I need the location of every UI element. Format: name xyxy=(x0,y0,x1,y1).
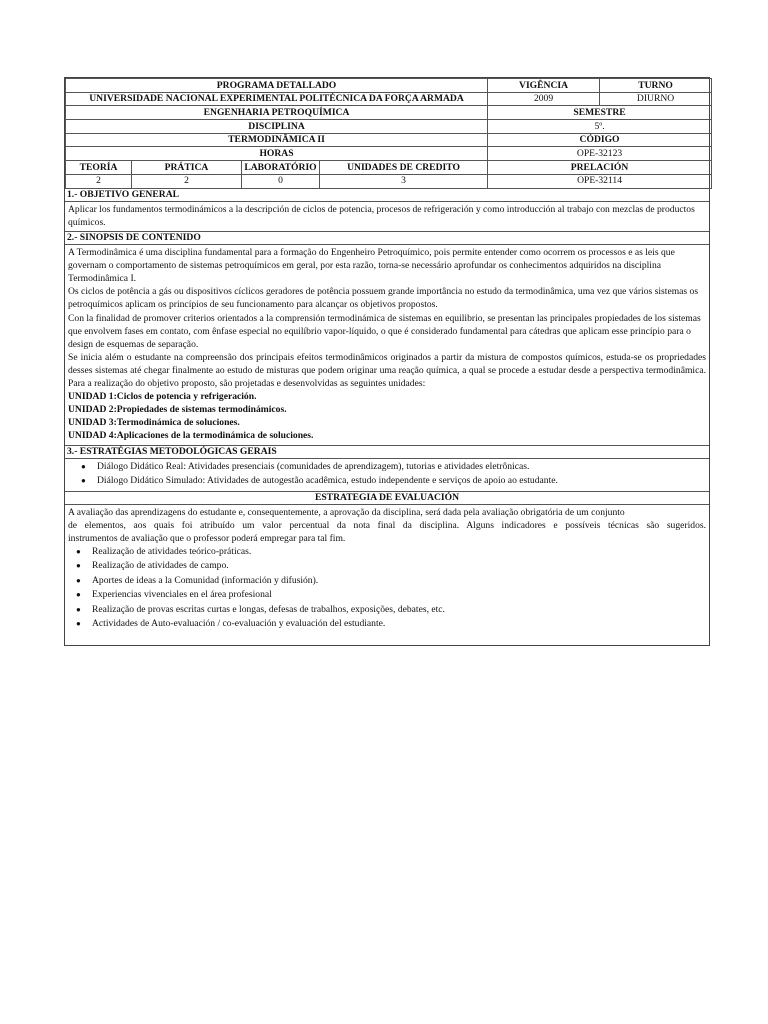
unidad-3: UNIDAD 3:Termodinámica de soluciones. xyxy=(68,417,240,429)
course-program-document xyxy=(64,77,710,646)
codigo-value: OPE-32123 xyxy=(488,147,712,161)
engineering-name: ENGENHARIA PETROQUÍMICA xyxy=(66,106,488,120)
unidades-value: 3 xyxy=(320,174,488,188)
unidad-4: UNIDAD 4:Aplicaciones de la termodinámica de soluciones. xyxy=(68,430,314,442)
laboratorio-value: 0 xyxy=(242,174,320,188)
estrategias-body xyxy=(65,459,709,491)
objetivo-body xyxy=(65,202,709,231)
sinopsis-paragraph-4: Se inicia além o estudante na compreensão dos principais efeitos termodinâmicos originados a partir da mistura de compostos químicos, estuda-se os propriedades desses sistemas até chegar finalmente ao estudo de misturas que podem originar uma reação química, a qual se procede a estudar desde a perspectiva termodinâmica. Para a realização do objetivo proposto, são projetadas e desenvolvidas as seguintes unidades: xyxy=(68,351,706,390)
list-item: ● Realização de atividades teórico-práticas. xyxy=(76,545,706,559)
vigencia-label: VIGÊNCIA xyxy=(488,79,600,93)
university-name: UNIVERSIDADE NACIONAL EXPERIMENTAL POLITÉCNICA DA FORÇA ARMADA xyxy=(66,92,488,106)
bullet-icon: ● xyxy=(76,575,81,585)
sinopsis-paragraph-3: Con la finalidad de promover criterios orientados a la comprensión termodinámica de sistemas en equilibrio, se presentan las principales propiedades de los sistemas que envolvem fases em contato, com ênfase especial no equilíbrio vapor-líquido, o que é considerado fundamental para cátedras que aplicam esse princípio para o design de esquemas de separação. xyxy=(68,312,701,350)
list-item: ● Actividades de Auto-evaluación / co-evaluación y evaluación del estudiante. xyxy=(76,617,706,631)
unidad-1: UNIDAD 1:Ciclos de potencia y refrigeración. xyxy=(68,391,257,403)
bullet-icon: ● xyxy=(76,561,81,571)
sinopsis-body xyxy=(65,245,709,444)
sinopsis-paragraph-2: Os ciclos de potência a gás ou dispositivos cíclicos geradores de potência possuem grande importância no estudo da termodinâmica, uma vez que vários sistemas os petroquímicos aplicam os princípios de seu funcionamento para alcançar os objetivos propostos. xyxy=(68,286,699,311)
bullet-icon: ● xyxy=(76,619,81,629)
estrategias-title: 3.- ESTRATÉGIAS METODOLÓGICAS GERAIS xyxy=(65,445,709,459)
evaluacion-line-3: instrumentos de avaliação que o professor poderá empregar para tal fim. xyxy=(68,532,346,544)
list-item: ● Aportes de ideas a la Comunidad (información y difusión). xyxy=(76,574,706,588)
evaluacion-title: ESTRATEGIA DE EVALUACIÓN xyxy=(65,491,709,505)
sinopsis-paragraph-1: A Termodinâmica é uma disciplina fundamental para a formação do Engenheiro Petroquímico, pois permite entender como ocorrem os processos e as leis que governam o comportamento de sistemas petroquímicos em geral, por esta razão, torna-se necessário aprofundar os conhecimentos adquiridos na disciplina Termodinâmica I. xyxy=(68,247,675,285)
list-item: ● Experiencias vivenciales en el área profesional xyxy=(76,588,706,602)
unidad-2: UNIDAD 2:Propiedades de sistemas termodinámicos. xyxy=(68,404,287,416)
bullet-icon: ● xyxy=(76,604,81,614)
list-item: ● Realização de provas escritas curtas e longas, defesas de trabalhos, exposições, debates, etc. xyxy=(76,603,706,617)
disciplina-value: TERMODINÂMICA II xyxy=(66,133,488,147)
estrategias-list xyxy=(71,460,706,489)
objetivo-title: 1.- OBJETIVO GENERAL xyxy=(65,189,709,202)
vigencia-value: 2009 xyxy=(488,92,600,106)
prelacion-label: PRELACIÓN xyxy=(488,161,712,175)
semestre-label: SEMESTRE xyxy=(488,106,712,120)
evaluacion-line-1: A avaliação das aprendizagens do estudante e, consequentemente, a aprovação da disciplina, será dada pela avaliação obrigatória de um conjunto xyxy=(68,506,625,518)
bullet-icon: ● xyxy=(76,547,81,556)
turno-label: TURNO xyxy=(600,79,712,93)
semestre-value: 5º. xyxy=(488,120,712,134)
pratica-label: PRÁTICA xyxy=(132,161,242,175)
bullet-icon: ● xyxy=(81,476,86,486)
codigo-label: CÓDIGO xyxy=(488,133,712,147)
objetivo-text: Aplicar los fundamentos termodinámicos a la descripción de ciclos de potencia, procesos de refrigeración y como introducción al trabajo con mezclas de productos químicos. xyxy=(68,203,695,228)
bullet-icon: ● xyxy=(81,461,86,471)
list-item: ● Diálogo Didático Simulado: Atividades de autogestão acadêmica, estudo independente e serviços de apoio ao estudante. xyxy=(81,474,706,488)
disciplina-label: DISCIPLINA xyxy=(66,120,488,134)
list-item: ● Realização de atividades de campo. xyxy=(76,559,706,573)
prelacion-value: OPE-32114 xyxy=(488,174,712,188)
evaluacion-list xyxy=(68,545,706,631)
teoria-value: 2 xyxy=(66,174,132,188)
laboratorio-label: LABORATÓRIO xyxy=(242,161,320,175)
program-title: PROGRAMA DETALLADO xyxy=(66,79,488,93)
teoria-label: TEORÍA xyxy=(66,161,132,175)
evaluacion-body xyxy=(65,505,709,646)
bullet-icon: ● xyxy=(76,590,81,600)
sinopsis-title: 2.- SINOPSIS DE CONTENIDO xyxy=(65,231,709,245)
unidades-label: UNIDADES DE CREDITO xyxy=(320,161,488,175)
turno-value: DIURNO xyxy=(600,92,712,106)
evaluacion-line-2: de elementos, aos quais foi atribuído um valor percentual da nota final da disciplina. Alguns indicadores e possíveis técnicas são sugeridos. xyxy=(68,519,706,531)
pratica-value: 2 xyxy=(132,174,242,188)
header-table xyxy=(65,78,712,189)
list-item: ● Diálogo Didático Real: Atividades presenciais (comunidades de aprendizagem), tutorias e atividades eletrônicas. xyxy=(81,460,706,474)
horas-label: HORAS xyxy=(66,147,488,161)
